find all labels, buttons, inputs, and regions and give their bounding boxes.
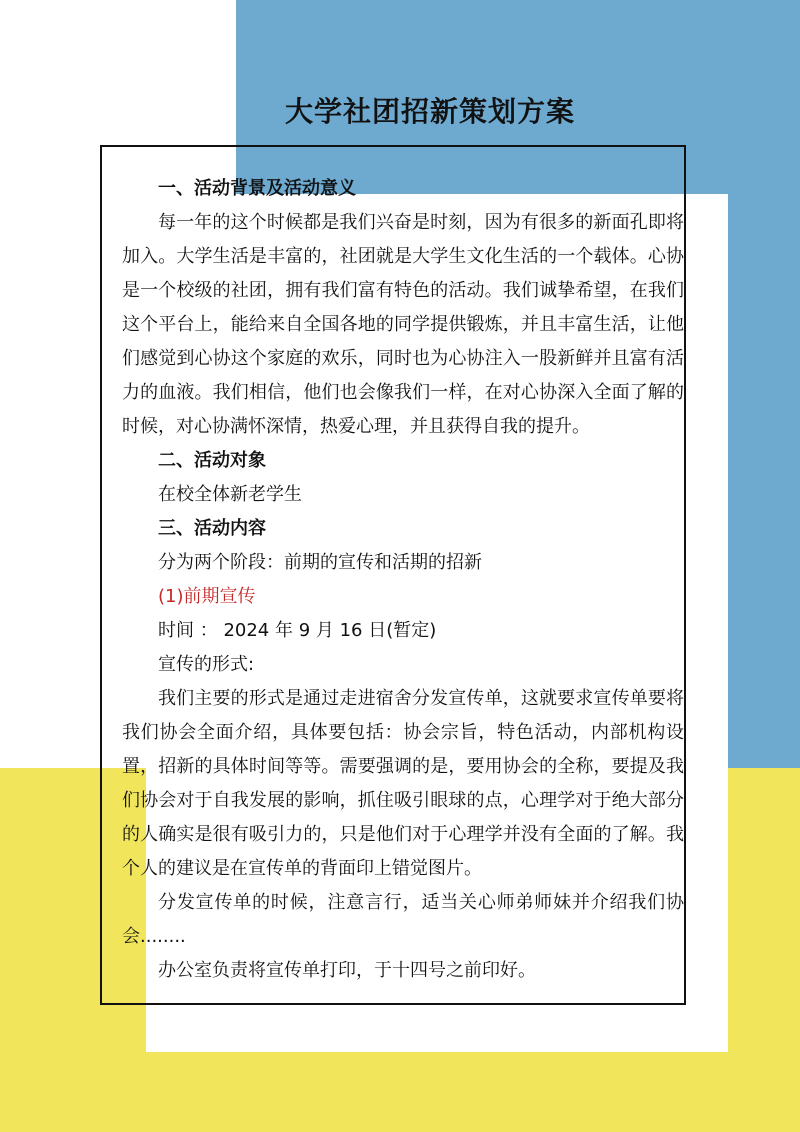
document-body (122, 172, 684, 988)
paragraph-time: 时间 ： 2024 年 9 月 16 日(暂定) (158, 620, 437, 641)
paragraph-office: 办公室负责将宣传单打印，于十四号之前印好。 (158, 960, 536, 981)
paragraph-content-intro: 分为两个阶段：前期的宣传和活期的招新 (158, 552, 482, 573)
document-title: 大学社团招新策划方案 (284, 95, 575, 128)
section-heading-target: 二、活动对象 (158, 450, 266, 471)
paragraph-form-body: 我们主要的形式是通过走进宿舍分发宣传单，这就要求宣传单要将我们协会全面介绍，具体要包括：协会宗旨，特色活动，内部机构设置，招新的具体时间等等。需要强调的是，要用协会的全称，要提及我们协会对于自我发展的影响，抓住吸引眼球的点，心理学对于绝大部分的人确实是很有吸引力的，只是他们对于心理学并没有全面的了解。我个人的建议是在宣传单的背面印上错觉图片。 (122, 688, 684, 879)
paragraph-background: 每一年的这个时候都是我们兴奋是时刻，因为有很多的新面孔即将加入。大学生活是丰富的，社团就是大学生文化生活的一个载体。心协是一个校级的社团，拥有我们富有特色的活动。我们诚挚希望，在我们这个平台上，能给来自全国各地的同学提供锻炼，并且丰富生活，让他们感觉到心协这个家庭的欢乐，同时也为心协注入一股新鲜并且富有活力的血液。我们相信，他们也会像我们一样，在对心协深入全面了解的时候，对心协满怀深情，热爱心理，并且获得自我的提升。 (122, 212, 684, 437)
subheading-phase1: (1)前期宣传 (158, 586, 256, 607)
section-heading-background: 一、活动背景及活动意义 (158, 178, 356, 199)
paragraph-form-label: 宣传的形式: (158, 654, 255, 675)
paragraph-target: 在校全体新老学生 (158, 484, 302, 505)
paragraph-distribution: 分发宣传单的时候，注意言行，适当关心师弟师妹并介绍我们协会........ (122, 892, 684, 947)
section-heading-content: 三、活动内容 (158, 518, 266, 539)
